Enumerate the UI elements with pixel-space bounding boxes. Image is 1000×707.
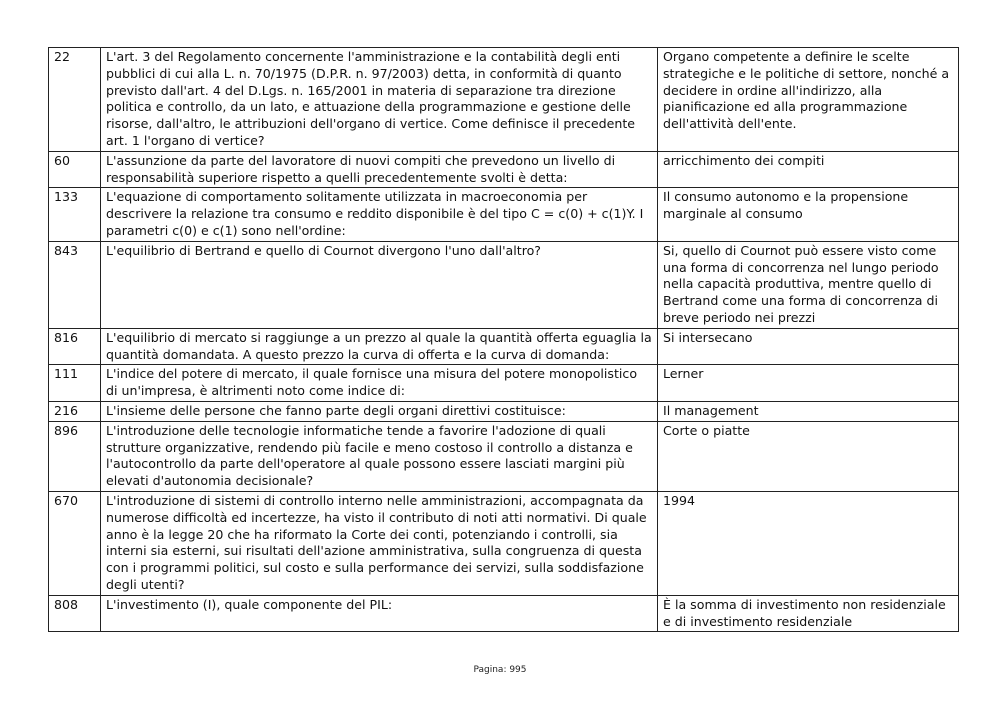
- question-text: L'investimento (I), quale componente del PIL:: [101, 595, 658, 632]
- table-row: [49, 328, 959, 365]
- answer-text: Si intersecano: [658, 328, 959, 365]
- question-number: 22: [49, 48, 101, 152]
- question-number: 111: [49, 365, 101, 402]
- question-text: L'art. 3 del Regolamento concernente l'amministrazione e la contabilità degli enti pubblici di cui alla L. n. 70/1975 (D.P.R. n. 97/2003) detta, in conformità di quanto previsto dall'art. 4 del D.Lgs. n. 165/2001 in materia di separazione tra direzione politica e controllo, da un lato, e attuazione della programmazione e gestione delle risorse, dall'altro, le attribuzioni dell'organo di vertice. Come definisce il precedente art. 1 l'organo di vertice?: [101, 48, 658, 152]
- question-text: L'equazione di comportamento solitamente utilizzata in macroeconomia per descrivere la relazione tra consumo e reddito disponibile è del tipo C = c(0) + c(1)Y. I parametri c(0) e c(1) sono nell'ordine:: [101, 188, 658, 241]
- question-number: 843: [49, 241, 101, 328]
- table-row: [49, 421, 959, 491]
- answer-text: Il management: [658, 401, 959, 421]
- quiz-table-body: [49, 48, 959, 632]
- question-number: 133: [49, 188, 101, 241]
- answer-text: 1994: [658, 491, 959, 595]
- question-text: L'introduzione delle tecnologie informatiche tende a favorire l'adozione di quali strutture organizzative, rendendo più facile e meno costoso il controllo a distanza e l'autocontrollo da parte dell'operatore al quale possono essere lasciati margini più elevati d'autonomia decisionale?: [101, 421, 658, 491]
- page-number-footer: Pagina: 995: [473, 665, 527, 675]
- answer-text: Organo competente a definire le scelte strategiche e le politiche di settore, nonché a decidere in ordine all'indirizzo, alla pianificazione ed alla programmazione dell'attività dell'ente.: [658, 48, 959, 152]
- question-number: 216: [49, 401, 101, 421]
- table-row: [49, 595, 959, 632]
- table-row: [49, 151, 959, 188]
- table-row: [49, 401, 959, 421]
- table-row: [49, 491, 959, 595]
- question-number: 60: [49, 151, 101, 188]
- question-number: 670: [49, 491, 101, 595]
- answer-text: arricchimento dei compiti: [658, 151, 959, 188]
- question-text: L'assunzione da parte del lavoratore di nuovi compiti che prevedono un livello di responsabilità superiore rispetto a quelli precedentemente svolti è detta:: [101, 151, 658, 188]
- question-text: L'insieme delle persone che fanno parte degli organi direttivi costituisce:: [101, 401, 658, 421]
- table-row: [49, 365, 959, 402]
- table-row: [49, 241, 959, 328]
- table-row: [49, 48, 959, 152]
- question-text: L'equilibrio di mercato si raggiunge a un prezzo al quale la quantità offerta eguaglia la quantità domandata. A questo prezzo la curva di offerta e la curva di domanda:: [101, 328, 658, 365]
- answer-text: Corte o piatte: [658, 421, 959, 491]
- answer-text: Si, quello di Cournot può essere visto come una forma di concorrenza nel lungo periodo nella capacità produttiva, mentre quello di Bertrand come una forma di concorrenza di breve periodo nei prezzi: [658, 241, 959, 328]
- question-number: 808: [49, 595, 101, 632]
- question-number: 896: [49, 421, 101, 491]
- quiz-table: [48, 47, 959, 632]
- question-text: L'indice del potere di mercato, il quale fornisce una misura del potere monopolistico di un'impresa, è altrimenti noto come indice di:: [101, 365, 658, 402]
- answer-text: È la somma di investimento non residenziale e di investimento residenziale: [658, 595, 959, 632]
- question-text: L'introduzione di sistemi di controllo interno nelle amministrazioni, accompagnata da numerose difficoltà ed incertezze, ha visto il contributo di noti atti normativi. Di quale anno è la legge 20 che ha riformato la Corte dei conti, potenziando i controlli, sia interni sia esterni, sui risultati dell'azione amministrativa, sulla congruenza di questa con i programmi politici, sul costo e sulla performance dei servizi, sulla soddisfazione degli utenti?: [101, 491, 658, 595]
- table-row: [49, 188, 959, 241]
- question-text: L'equilibrio di Bertrand e quello di Cournot divergono l'uno dall'altro?: [101, 241, 658, 328]
- answer-text: Lerner: [658, 365, 959, 402]
- answer-text: Il consumo autonomo e la propensione marginale al consumo: [658, 188, 959, 241]
- question-number: 816: [49, 328, 101, 365]
